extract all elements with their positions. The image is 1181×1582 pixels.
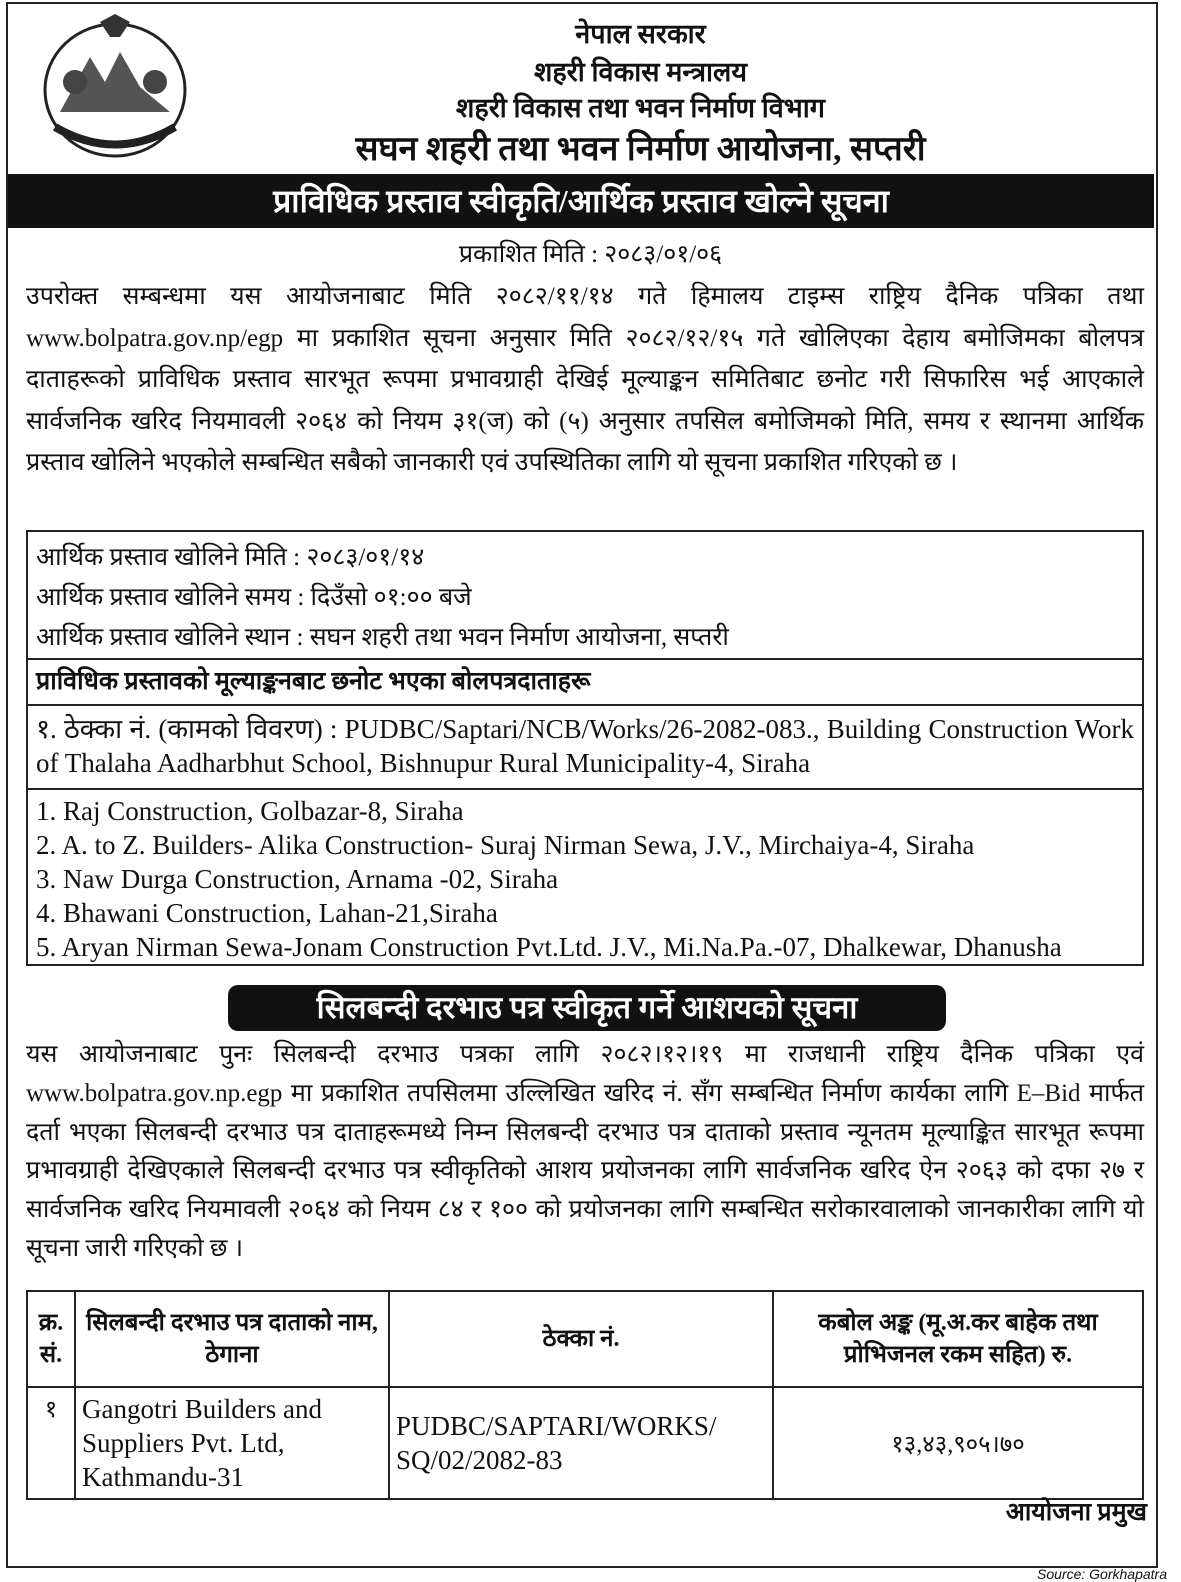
opening-time: आर्थिक प्रस्ताव खोलिने समय : दिउँसो ०१:०० बजे [36,584,472,611]
col-contract: ठेक्का नं. [389,1291,773,1387]
nepal-government-emblem-icon [40,12,190,160]
notice2-body: यस आयोजनाबाट पुनः सिलबन्दी दरभाउ पत्रका लागि २०८२।१२।१९ मा राजधानी राष्ट्रिय दैनिक पत्रिका एवं www.bolpatra.gov.np.egp मा प्रकाशित तपसिलमा उल्लिखित खरिद नं. सँग सम्बन्धित निर्माण कार्यका लागि E–Bid मार्फत दर्ता भएका सिलबन्दी दरभाउ पत्र दाताहरूमध्ये निम्न सिलबन्दी दरभाउ पत्र दाताको प्रस्ताव न्यूनतम मूल्याङ्कित सारभूत रूपमा प्रभावग्राही देखिएकाले सिलबन्दी दरभाउ पत्र स्वीकृतिको आशय प्रयोजनका लागि सार्वजनिक खरिद ऐन २०६३ को दफा २७ र सार्वजनिक खरिद नियमावली २०६४ को नियम ८४ र १०० को प्रयोजनका लागि सम्बन्धित सरोकारवालाको जानकारीका लागि यो सूचना जारी गरिएको छ । [26,1041,1144,1262]
cell-serial: १ [27,1387,75,1499]
notice1-body: उपरोक्त सम्बन्धमा यस आयोजनाबाट मिति २०८२/११/१४ गते हिमालय टाइम्स राष्ट्रिय दैनिक पत्रिका तथा www.bolpatra.gov.np/egp मा प्रकाशित सूचना अनुसार मिति २०८२/१२/१५ गते खोलिएका देहाय बमोजिमका बोलपत्र दाताहरूको प्राविधिक प्रस्ताव सारभूत रूपमा प्रभावग्राही देखिई मूल्याङ्कन समितिबाट छनोट गरी सिफारिस भई आएकाले सार्वजनिक खरिद नियमावली २०६४ को नियम ३१(ज) को (५) अनुसार तपसिल बमोजिमको मिति, समय र स्थानमा आर्थिक प्रस्ताव खोलिने भएकोले सम्बन्धित सबैको जानकारी एवं उपस्थितिका लागि यो सूचना प्रकाशित गरिएको छ । [26,283,1144,476]
govt-name: नेपाल सरकार [575,19,706,49]
project-name: सघन शहरी तथा भवन निर्माण आयोजना, सप्तरी [355,131,926,168]
bidder-item: 4. Bhawani Construction, Lahan-21,Siraha [36,898,498,928]
table-header-row [27,1291,1143,1387]
contract-description: १. ठेक्का नं. (कामको विवरण) : PUDBC/Saptari/NCB/Works/26-2082-083., Building Construction Work of Thalaha Aadharbhut School, Bishnupur Rural Municipality-4, Siraha [26,706,1144,790]
opening-date: आर्थिक प्रस्ताव खोलिने मिति : २०८३/०१/१४ [36,544,425,571]
bidder-item: 2. A. to Z. Builders- Alika Construction- Suraj Nirman Sewa, J.V., Mirchaiya-4, Siraha [36,830,975,860]
shortlist-heading: प्राविधिक प्रस्तावको मूल्याङ्कनबाट छनोट भएका बोलपत्रदाताहरू [26,660,1144,706]
schedule-box [26,530,1144,660]
signature: आयोजना प्रमुख [1005,1499,1147,1526]
opening-place: आर्थिक प्रस्ताव खोलिने स्थान : सघन शहरी तथा भवन निर्माण आयोजना, सप्तरी [36,624,729,651]
table-row [27,1387,1143,1499]
col-serial: क्र. सं. [27,1291,75,1387]
bidder-item: 3. Naw Durga Construction, Arnama -02, Siraha [36,864,559,894]
notice1-title: प्राविधिक प्रस्ताव स्वीकृति/आर्थिक प्रस्ताव खोल्ने सूचना [8,174,1154,228]
bidder-item: 5. Aryan Nirman Sewa-Jonam Construction Pvt.Ltd. J.V., Mi.Na.Pa.-07, Dhalkewar, Dhanusha [36,932,1062,962]
bidder-list [26,790,1144,966]
ministry-name: शहरी विकास मन्त्रालय [533,57,747,87]
bid-acceptance-table [26,1290,1144,1500]
col-amount: कबोल अङ्क (मू.अ.कर बाहेक तथा प्रोभिजनल रकम सहित) रु. [773,1291,1143,1387]
notice2-title: सिलबन्दी दरभाउ पत्र स्वीकृत गर्ने आशयको सूचना [228,985,946,1031]
bidder-item: 1. Raj Construction, Golbazar-8, Siraha [36,796,464,826]
cell-bidder: Gangotri Builders and Suppliers Pvt. Ltd, Kathmandu-31 [75,1387,389,1499]
department-name: शहरी विकास तथा भवन निर्माण विभाग [456,93,825,123]
cell-amount: १३,४३,९०५।७० [773,1387,1143,1499]
col-bidder: सिलबन्दी दरभाउ पत्र दाताको नाम, ठेगाना [75,1291,389,1387]
cell-contract: PUDBC/SAPTARI/WORKS/ SQ/02/2082-83 [389,1387,773,1499]
published-date: प्रकाशित मिति : २०८३/०१/०६ [458,241,723,268]
source-credit: Source: Gorkhapatra [1037,1566,1167,1582]
